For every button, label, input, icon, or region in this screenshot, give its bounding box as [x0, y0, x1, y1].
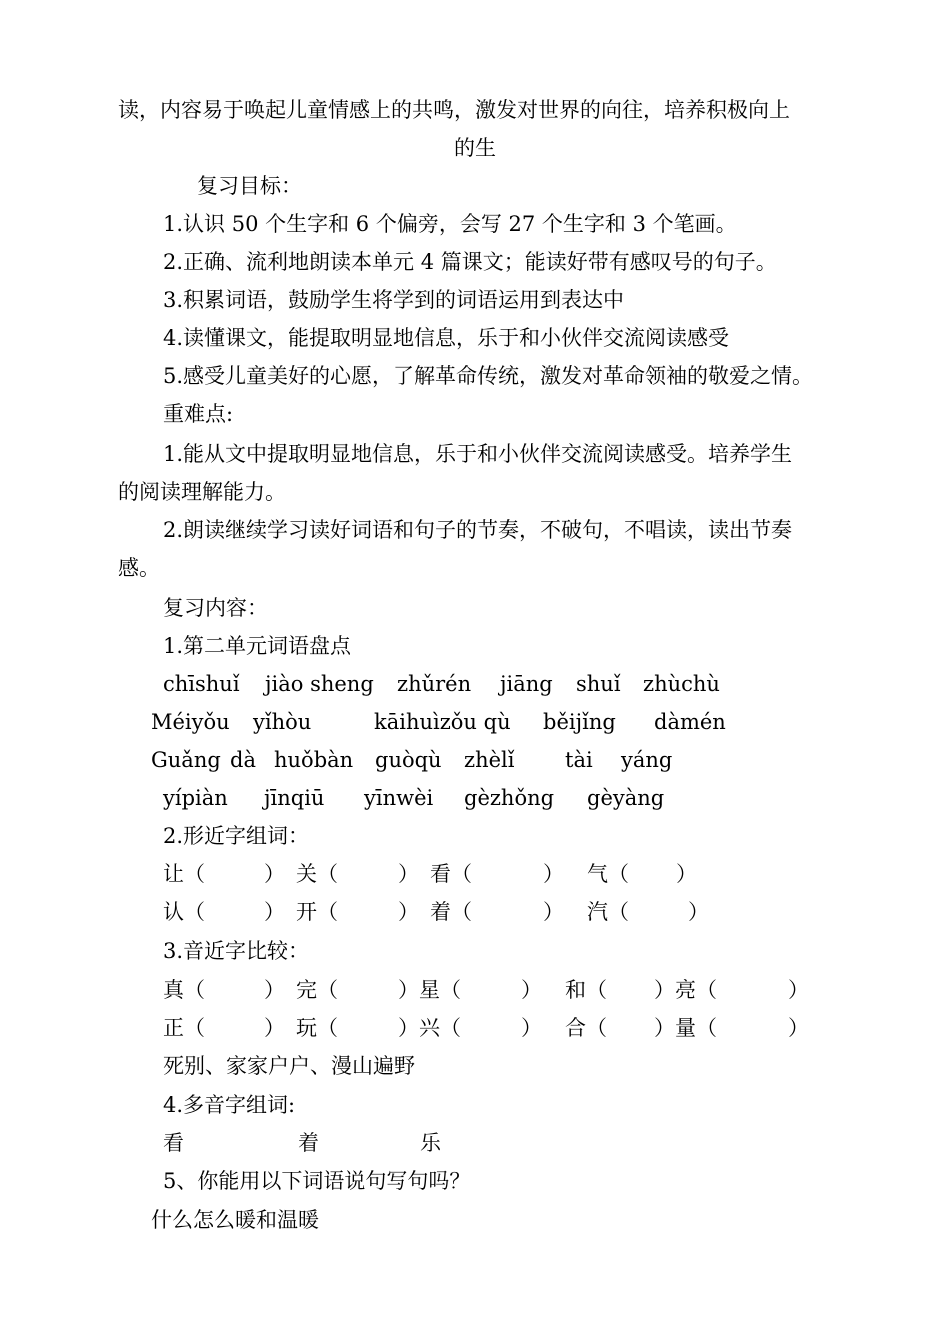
pinyin-word: jīnqiū — [264, 786, 325, 810]
blank-item: 气（ — [587, 862, 629, 886]
pinyin-word: zhǔrén — [397, 672, 472, 696]
blank-close: ） — [264, 900, 285, 924]
blank-item: 让（ — [163, 862, 205, 886]
pinyin-word: jiāng — [500, 672, 553, 696]
polyphone-char: 乐 — [420, 1131, 441, 1155]
goals-heading: 复习目标： — [197, 174, 302, 198]
blank-item: 完（ — [296, 978, 338, 1002]
pinyin-word: dàmén — [654, 710, 726, 734]
pinyin-word: gèyàng — [587, 786, 665, 810]
goal-item: 1.认识 50 个生字和 6 个偏旁，会写 27 个生字和 3 个笔画。 — [163, 212, 737, 236]
polyphone-char: 着 — [298, 1131, 319, 1155]
blank-close: ） — [788, 1016, 809, 1040]
goal-item: 5.感受儿童美好的心愿，了解革命传统，激发对革命领袖的敬爱之情。 — [163, 364, 814, 388]
blank-item: 正（ — [163, 1016, 205, 1040]
section-3-extra: 死别、家家户户、漫山遍野 — [163, 1054, 415, 1078]
pinyin-word: yípiàn — [163, 786, 228, 810]
blank-item: 和（ — [565, 978, 607, 1002]
blank-item: 着（ — [430, 900, 472, 924]
section-5-words: 什么怎么暖和温暖 — [151, 1208, 319, 1232]
blank-item: 玩（ — [296, 1016, 338, 1040]
pinyin-word: jiào sheng — [265, 672, 374, 696]
section-1-title: 1.第二单元词语盘点 — [163, 634, 352, 658]
key-point-2-line-1: 2.朗读继续学习读好词语和句子的节奏，不破句，不唱读，读出节奏 — [163, 518, 793, 542]
blank-item: ）兴（ — [398, 1016, 461, 1040]
blank-item: 看（ — [430, 862, 472, 886]
section-4-title: 4.多音字组词: — [163, 1093, 296, 1117]
blank-item: ）星（ — [398, 978, 461, 1002]
blank-item: 汽（ — [587, 900, 629, 924]
blank-close: ） — [543, 900, 564, 924]
pinyin-word: kāihuìzǒu qù — [374, 710, 511, 734]
key-point-1-line-2: 的阅读理解能力。 — [118, 480, 286, 504]
blank-item: 真（ — [163, 978, 205, 1002]
section-3-title: 3.音近字比较： — [163, 939, 310, 963]
pinyin-word: Guǎng — [151, 748, 221, 772]
blank-close: ） — [264, 978, 285, 1002]
pinyin-word: shuǐ — [576, 672, 621, 696]
intro-line-2: 的生 — [454, 136, 496, 160]
blank-item: ）量（ — [654, 1016, 717, 1040]
pinyin-word: tài — [565, 748, 593, 772]
pinyin-word: běijǐng — [543, 710, 616, 734]
pinyin-word: zhùchù — [643, 672, 720, 696]
blank-close: ） — [688, 900, 709, 924]
blank-item: 认（ — [163, 900, 205, 924]
section-2-title: 2.形近字组词： — [163, 824, 310, 848]
goal-item: 2.正确、流利地朗读本单元 4 篇课文；能读好带有感叹号的句子。 — [163, 250, 777, 274]
pinyin-word: zhèlǐ — [464, 748, 515, 772]
pinyin-word: chīshuǐ — [163, 672, 240, 696]
blank-close: ） — [788, 978, 809, 1002]
pinyin-word: dà — [230, 748, 256, 772]
pinyin-word: yáng — [621, 748, 673, 772]
pinyin-word: gèzhǒng — [464, 786, 555, 810]
pinyin-word: huǒbàn — [274, 748, 354, 772]
section-5-title: 5、你能用以下词语说句写句吗？ — [163, 1169, 471, 1193]
key-point-2-line-2: 感。 — [118, 556, 160, 580]
blank-close: ） — [264, 862, 285, 886]
blank-close: ） — [521, 1016, 542, 1040]
pinyin-word: yǐhòu — [253, 710, 312, 734]
blank-close: ） — [264, 1016, 285, 1040]
pinyin-word: guòqù — [375, 748, 442, 772]
key-point-1-line-1: 1.能从文中提取明显地信息，乐于和小伙伴交流阅读感受。培养学生 — [163, 442, 793, 466]
blank-item: 开（ — [296, 900, 338, 924]
blank-item: 合（ — [565, 1016, 607, 1040]
content-heading: 复习内容： — [163, 596, 268, 620]
goal-item: 4.读懂课文，能提取明显地信息，乐于和小伙伴交流阅读感受 — [163, 326, 730, 350]
goal-item: 3.积累词语，鼓励学生将学到的词语运用到表达中 — [163, 288, 625, 312]
blank-close: ） — [543, 862, 564, 886]
blank-close: ） — [398, 862, 419, 886]
pinyin-word: Méiyǒu — [151, 710, 230, 734]
pinyin-word: yīnwèi — [364, 786, 434, 810]
blank-item: 关（ — [296, 862, 338, 886]
polyphone-char: 看 — [163, 1131, 184, 1155]
blank-close: ） — [521, 978, 542, 1002]
blank-close: ） — [676, 862, 697, 886]
intro-line-1: 读，内容易于唤起儿童情感上的共鸣，激发对世界的向往，培养积极向上 — [118, 98, 790, 122]
blank-close: ） — [398, 900, 419, 924]
key-points-heading: 重难点: — [163, 402, 234, 426]
blank-item: ）亮（ — [654, 978, 717, 1002]
